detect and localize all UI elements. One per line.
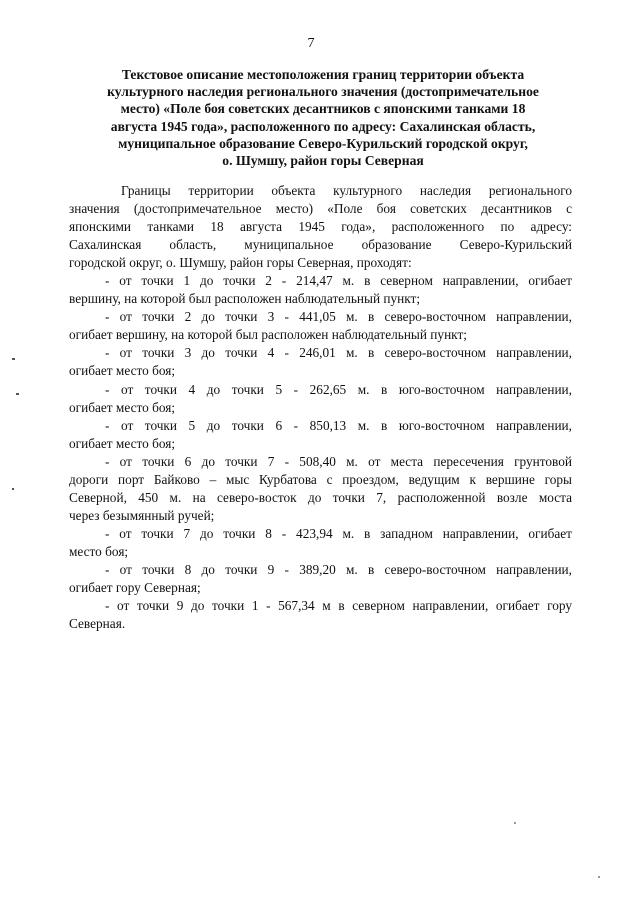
body-line: огибает гору Северная; [69,580,201,596]
boundary-segment-5: - от точки 5 до точки 6 - 850,13 м. в юго-восточном направлении, [105,417,572,433]
body-line: огибает место боя; [69,399,176,415]
scan-mark [16,393,19,395]
body-line: Северной, 450 м. на северо-восток до точки 7, расположенной возле моста [69,489,572,505]
boundary-segment-2: - от точки 2 до точки 3 - 441,05 м. в северо-восточном направлении, [105,309,572,325]
title-line: августа 1945 года», расположенного по адресу: Сахалинская область, [110,118,536,134]
scan-mark [12,488,14,490]
boundary-segment-8: - от точки 8 до точки 9 - 389,20 м. в северо-восточном направлении, [105,561,572,577]
title-line: место) «Поле боя советских десантников с японскими танками 18 [120,101,526,117]
body-line: дороги порт Байково – мыс Курбатова с проездом, ведущим к вершине горы [69,471,572,487]
title-line: о. Шумшу, район горы Северная [222,153,424,169]
body-line: Границы территории объекта культурного наследия регионального [121,183,572,198]
page-number: 7 [307,36,315,51]
body-line: огибает место боя; [69,363,176,379]
title-line: Текстовое описание местоположения границ территории объекта [121,67,525,82]
body-line: японскими танками 18 августа 1945 года», расположенного по адресу: [69,219,572,235]
document-title [76,66,570,169]
boundary-segment-4: - от точки 4 до точки 5 - 262,65 м. в юго-восточном направлении, [105,381,572,397]
body-line: значения (достопримечательное место) «Поле боя советских десантников с [69,201,572,217]
body-line: огибает вершину, на которой был расположен наблюдательный пункт; [69,327,467,343]
body-text [69,182,572,633]
boundary-segment-9: - от точки 9 до точки 1 - 567,34 м в северном направлении, огибает гору [105,598,572,614]
body-line: Северная. [69,616,126,632]
title-line: культурного наследия регионального значения (достопримечательное [107,84,539,100]
boundary-segment-1: - от точки 1 до точки 2 - 214,47 м. в северном направлении, огибает [105,273,572,289]
body-line: вершину, на которой был расположен наблюдательный пункт; [69,291,421,307]
scan-mark [598,876,600,878]
boundary-segment-6: - от точки 6 до точки 7 - 508,40 м. от места пересечения грунтовой [105,453,572,469]
scan-mark [514,822,516,824]
boundary-segment-3: - от точки 3 до точки 4 - 246,01 м. в северо-восточном направлении, [105,345,572,361]
body-line: место боя; [69,543,129,559]
body-line: Сахалинская область, муниципальное образование Северо-Курильский [69,237,572,253]
scan-mark [12,358,15,360]
boundary-segment-7: - от точки 7 до точки 8 - 423,94 м. в западном направлении, огибает [105,525,572,541]
body-line: городской округ, о. Шумшу, район горы Северная, проходят: [69,255,412,271]
body-line: через безымянный ручей; [69,507,215,523]
title-line: муниципальное образование Северо-Курильский городской округ, [118,135,528,151]
body-line: огибает место боя; [69,435,176,451]
